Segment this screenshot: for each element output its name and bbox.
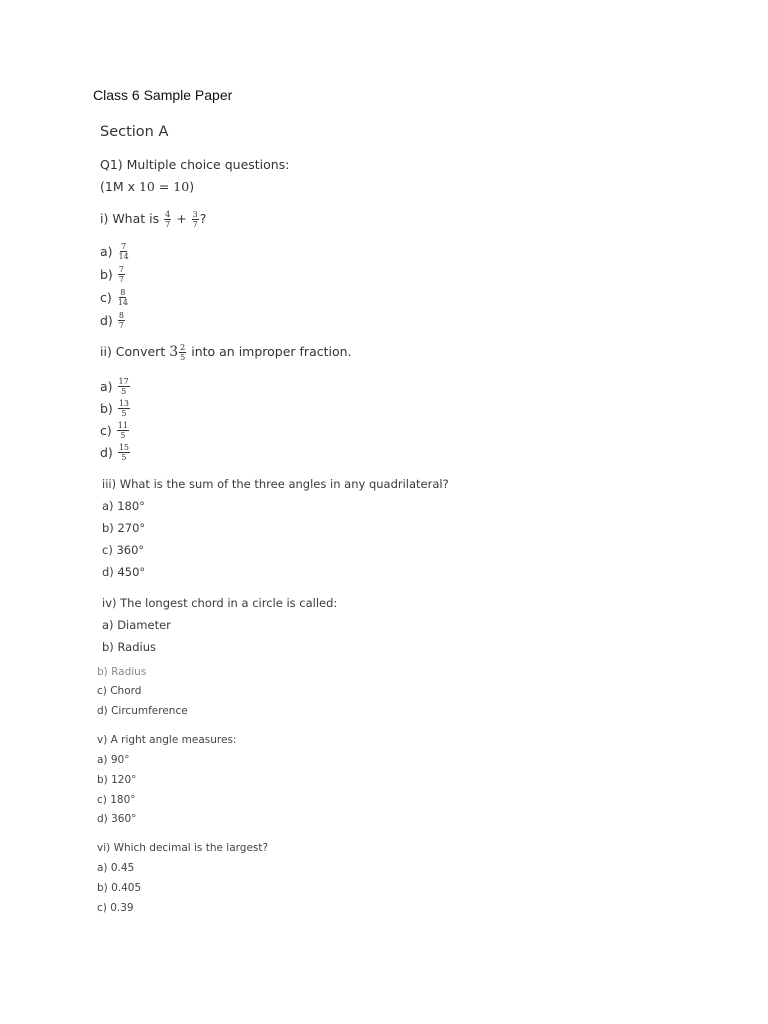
question-iii-option-a: a) 180° [102, 499, 145, 513]
question-vi-option-b: b) 0.405 [97, 882, 142, 894]
question-v: v) A right angle measures: [97, 734, 237, 746]
question-iv-option-b-repeat: b) Radius [97, 666, 147, 678]
question-ii-option-b: b) $\frac{13}{5}$ [100, 399, 129, 418]
question-ii [100, 343, 352, 362]
question-i-option-d: d) $\frac{8}{7}$ [100, 311, 124, 330]
question-ii-suffix: into an improper fraction. [191, 344, 352, 359]
question-iii: iii) What is the sum of the three angles in any quadrilateral? [102, 477, 449, 491]
question-ii-option-a: a) $\frac{17}{5}$ [100, 377, 129, 396]
question-i [100, 210, 206, 229]
question-ii-fraction: $\frac{2}{5}$ [180, 343, 186, 362]
question-iv-option-c: c) Chord [97, 685, 142, 697]
plus-sign: + [176, 211, 187, 226]
question-iii-option-d: d) 450° [102, 565, 146, 579]
q1-title: Q1) Multiple choice questions: [100, 157, 290, 172]
question-v-option-b: b) 120° [97, 774, 137, 786]
question-ii-whole: 3 [169, 344, 179, 360]
question-vi: vi) Which decimal is the largest? [97, 842, 269, 854]
question-i-suffix: ? [199, 211, 207, 226]
q1-marks [100, 179, 194, 194]
question-ii-prefix: ii) Convert [100, 344, 166, 359]
question-i-option-b: b) $\frac{7}{7}$ [100, 265, 124, 284]
question-ii-option-c: c) $\frac{11}{5}$ [100, 421, 128, 440]
question-vi-option-a: a) 0.45 [97, 862, 135, 874]
question-i-option-c: c) $\frac{8}{14}$ [100, 288, 128, 307]
question-v-option-c: c) 180° [97, 794, 136, 806]
document-title: Class 6 Sample Paper [93, 87, 233, 103]
question-iv-option-b: b) Radius [102, 640, 157, 654]
question-i-fraction-2: $\frac{3}{7}$ [192, 210, 198, 229]
question-i-fraction-1: $\frac{4}{7}$ [165, 210, 171, 229]
question-vi-option-c: c) 0.39 [97, 902, 134, 914]
question-v-option-d: d) 360° [97, 813, 137, 825]
question-iv-option-a: a) Diameter [102, 618, 171, 632]
question-iv-option-d: d) Circumference [97, 705, 188, 717]
question-iii-option-c: c) 360° [102, 543, 145, 557]
question-v-option-a: a) 90° [97, 754, 130, 766]
q1-marks-pre: (1M x [100, 179, 139, 194]
q1-marks-post: ) [189, 179, 195, 194]
question-i-prefix: i) What is [100, 211, 160, 226]
section-title: Section A [100, 124, 169, 140]
q1-marks-math: 10 = 10 [138, 179, 190, 194]
question-ii-option-d: d) $\frac{15}{5}$ [100, 443, 129, 462]
question-iii-option-b: b) 270° [102, 521, 146, 535]
question-iv: iv) The longest chord in a circle is called: [102, 596, 338, 610]
question-i-option-a: a) $\frac{7}{14}$ [100, 242, 129, 261]
